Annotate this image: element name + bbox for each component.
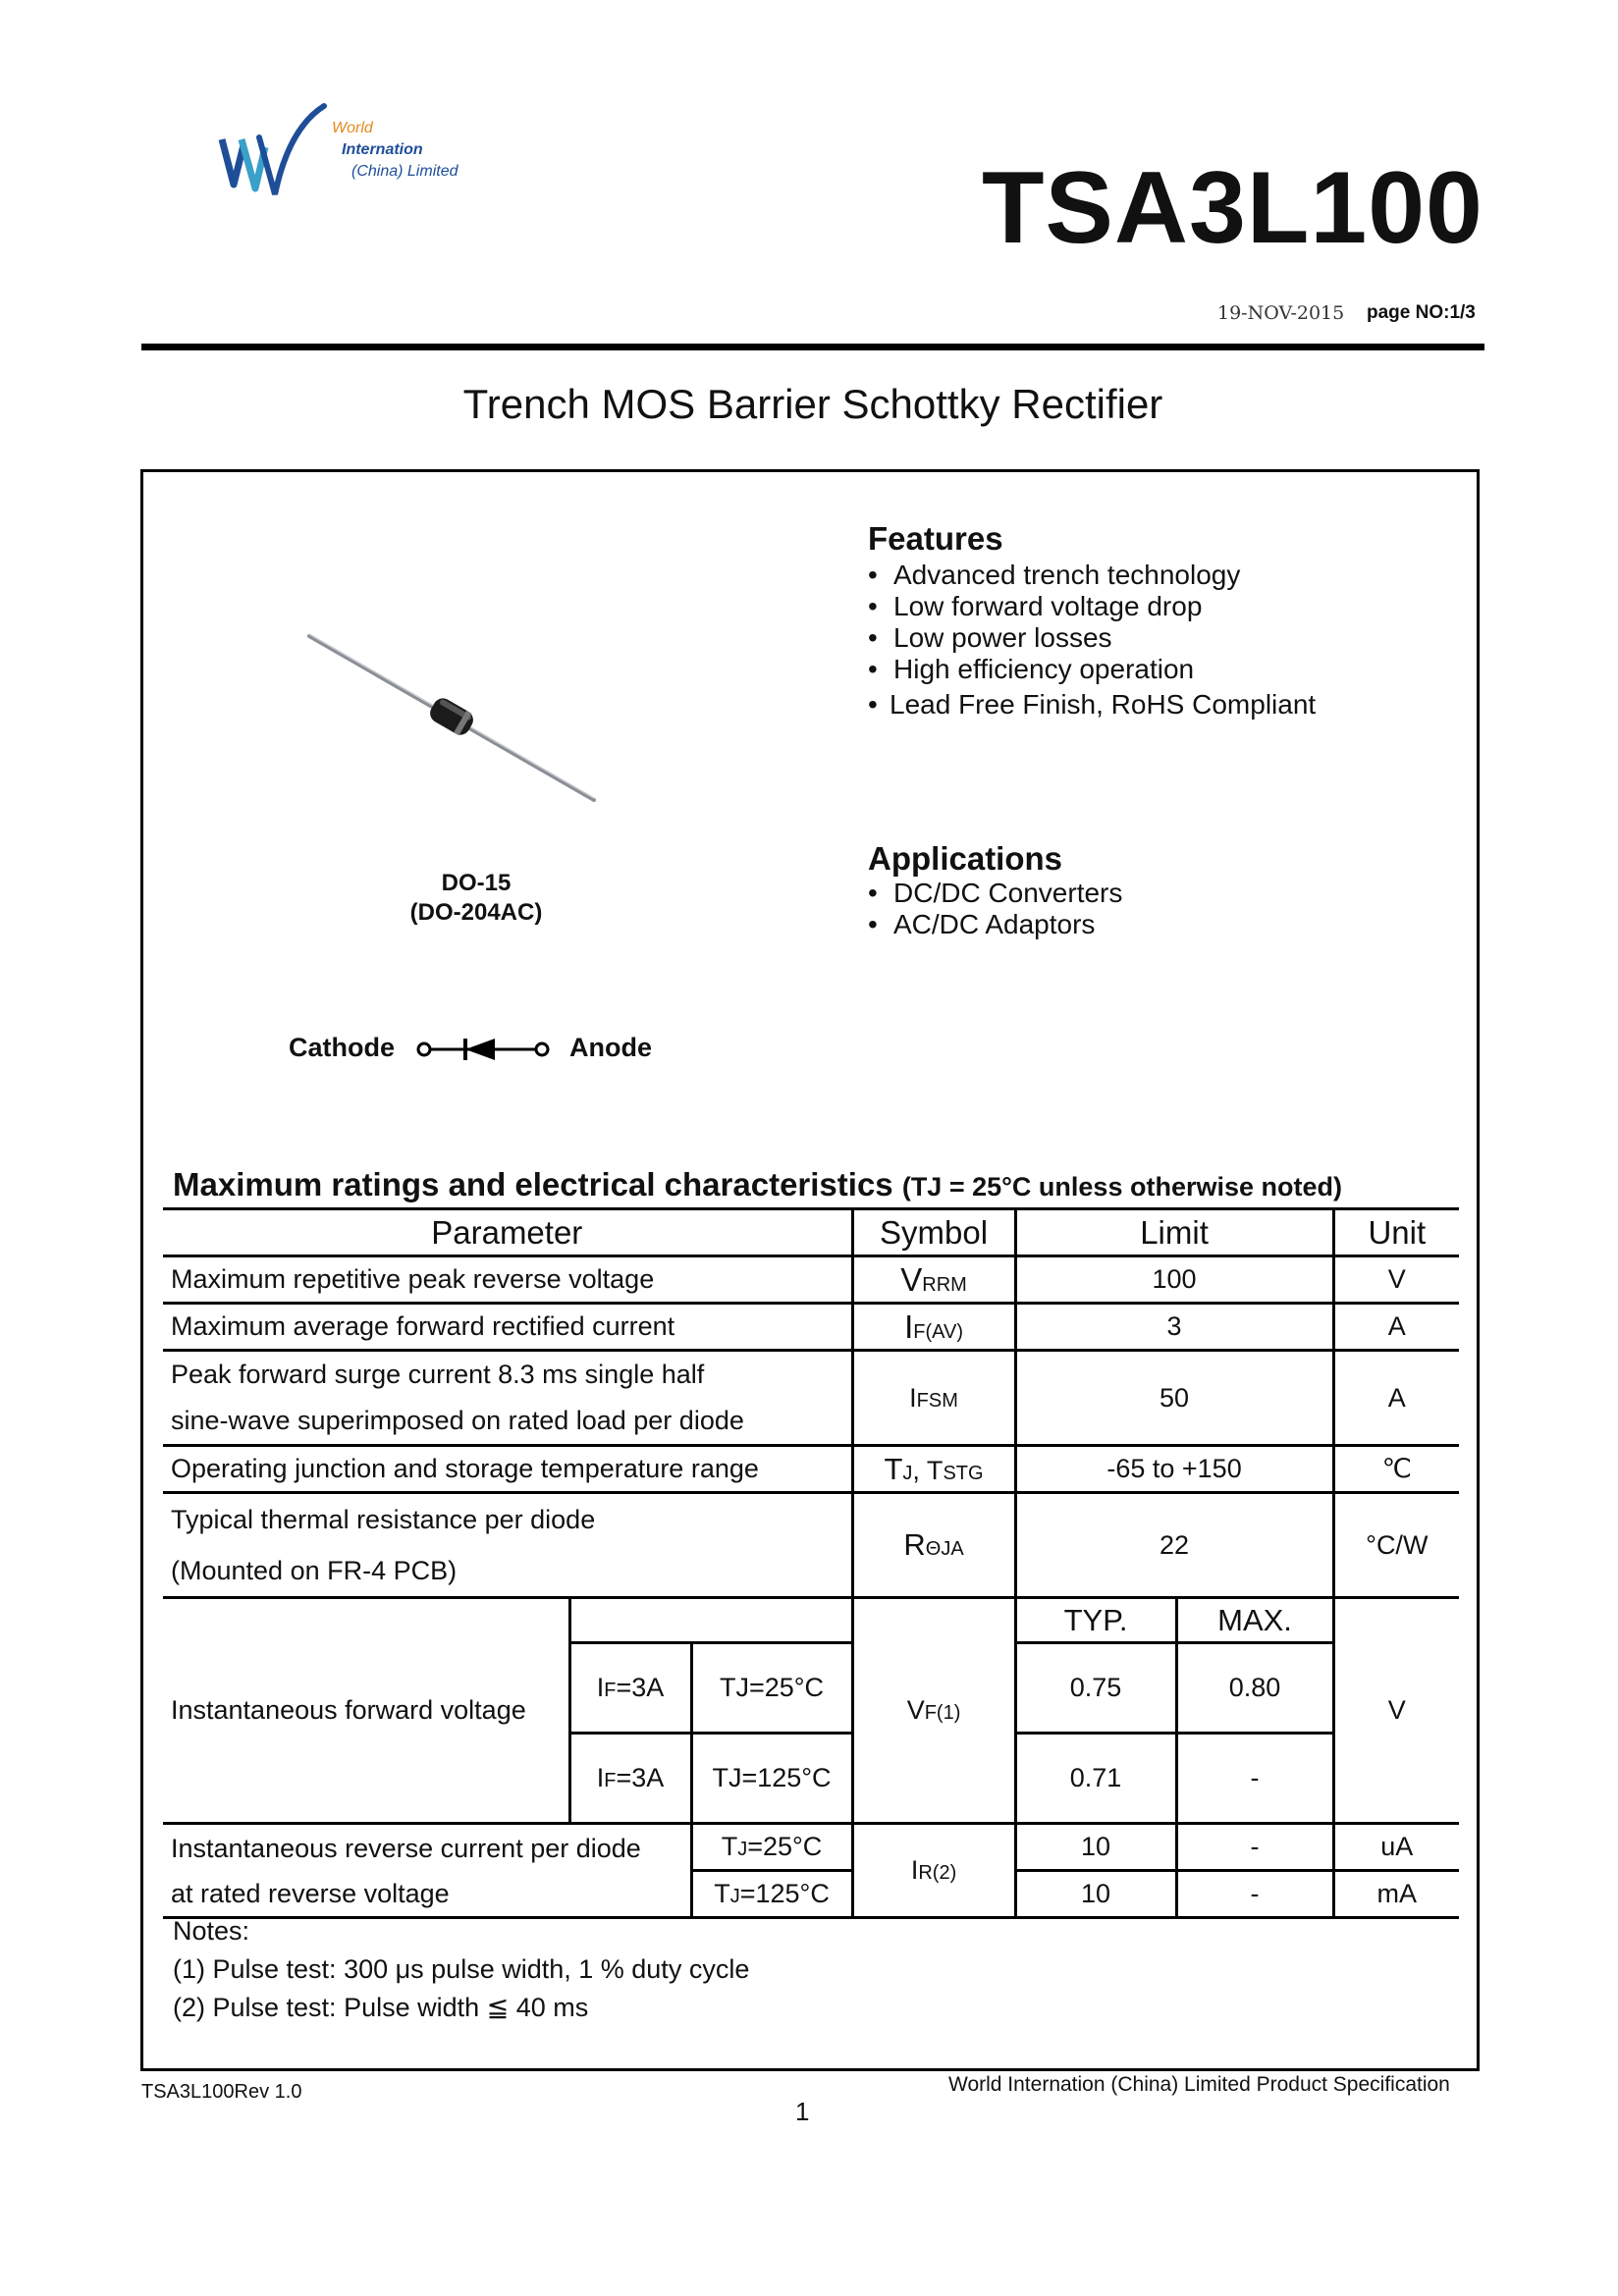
ratings-heading-condition: (TJ = 25°C unless otherwise noted) bbox=[901, 1172, 1342, 1201]
forward-temp-cond1: TJ=25°C bbox=[691, 1643, 852, 1734]
symbol-temperature: TJ, TSTG bbox=[852, 1446, 1015, 1493]
logo-text-internation: Internation bbox=[342, 141, 423, 158]
page-number-label: page NO:1/3 bbox=[1367, 302, 1476, 323]
symbol-ifsm: IFSM bbox=[852, 1351, 1015, 1446]
applications-heading: Applications bbox=[868, 840, 1063, 877]
list-item: • Advanced trench technology bbox=[868, 560, 1241, 590]
diode-symbol-icon bbox=[414, 1037, 552, 1062]
unit-ifav: A bbox=[1333, 1304, 1459, 1351]
forward-voltage-condition-header bbox=[569, 1598, 852, 1643]
vf-typ-cond2: 0.71 bbox=[1015, 1734, 1176, 1824]
ir-max-cond1: - bbox=[1176, 1824, 1333, 1871]
note-item: (1) Pulse test: 300 μs pulse width, 1 % duty cycle bbox=[173, 1954, 750, 1984]
symbol-reverse-current: IR(2) bbox=[852, 1824, 1015, 1918]
ir-max-cond2: - bbox=[1176, 1871, 1333, 1918]
param-temperature: Operating junction and storage temperature range bbox=[163, 1446, 852, 1493]
table-row bbox=[163, 1446, 1459, 1493]
notes-heading: Notes: bbox=[173, 1916, 250, 1946]
unit-ifsm: A bbox=[1333, 1351, 1459, 1446]
col-header-limit: Limit bbox=[1015, 1209, 1333, 1256]
ir-unit-cond2: mA bbox=[1333, 1871, 1459, 1918]
company-logo bbox=[214, 98, 479, 206]
ratings-table-heading bbox=[173, 1166, 1342, 1203]
forward-current-cond2: IF=3A bbox=[569, 1734, 691, 1824]
diode-symbol-row bbox=[285, 1033, 697, 1066]
forward-current-cond1: IF=3A bbox=[569, 1643, 691, 1734]
param-ifsm: Peak forward surge current 8.3 ms single half sine-wave superimposed on rated load per diode bbox=[163, 1351, 852, 1446]
typ-header: TYP. bbox=[1015, 1598, 1176, 1643]
cathode-label: Cathode bbox=[289, 1033, 395, 1062]
table-row bbox=[163, 1493, 1459, 1598]
anode-label: Anode bbox=[569, 1033, 652, 1062]
reverse-temp-cond2: TJ=125°C bbox=[691, 1871, 852, 1918]
footer-page-number: 1 bbox=[795, 2097, 810, 2126]
logo-text-limited: (China) Limited bbox=[351, 163, 458, 180]
reverse-temp-cond1: TJ=25°C bbox=[691, 1824, 852, 1871]
table-row bbox=[163, 1304, 1459, 1351]
list-item: • DC/DC Converters bbox=[868, 878, 1123, 908]
vf-max-cond1: 0.80 bbox=[1176, 1643, 1333, 1734]
unit-forward-voltage: V bbox=[1333, 1598, 1459, 1824]
limit-ifsm: 50 bbox=[1015, 1351, 1333, 1446]
max-header: MAX. bbox=[1176, 1598, 1333, 1643]
applications-list bbox=[868, 878, 1122, 940]
col-header-unit: Unit bbox=[1333, 1209, 1459, 1256]
col-header-symbol: Symbol bbox=[852, 1209, 1015, 1256]
unit-vrrm: V bbox=[1333, 1256, 1459, 1304]
ir-unit-cond1: uA bbox=[1333, 1824, 1459, 1871]
symbol-vrrm: VRRM bbox=[852, 1256, 1015, 1304]
footer-revision: TSA3L100Rev 1.0 bbox=[141, 2081, 302, 2103]
limit-vrrm: 100 bbox=[1015, 1256, 1333, 1304]
note-item: (2) Pulse test: Pulse width ≦ 40 ms bbox=[173, 1993, 589, 2022]
footer-company-spec: World Internation (China) Limited Product Specification bbox=[948, 2073, 1450, 2096]
vf-typ-cond1: 0.75 bbox=[1015, 1643, 1176, 1734]
param-vrrm: Maximum repetitive peak reverse voltage bbox=[163, 1256, 852, 1304]
unit-thermal-resistance: °C/W bbox=[1333, 1493, 1459, 1598]
logo-text-world: World bbox=[332, 120, 373, 136]
param-forward-voltage: Instantaneous forward voltage bbox=[163, 1598, 569, 1824]
notes-section bbox=[173, 1912, 749, 2027]
list-item: • Lead Free Finish, RoHS Compliant bbox=[868, 689, 1317, 720]
list-item: • Low power losses bbox=[868, 622, 1112, 653]
features-heading: Features bbox=[868, 520, 1003, 557]
param-ifav: Maximum average forward rectified current bbox=[163, 1304, 852, 1351]
list-item: • High efficiency operation bbox=[868, 654, 1195, 684]
limit-temperature: -65 to +150 bbox=[1015, 1446, 1333, 1493]
list-item: • AC/DC Adaptors bbox=[868, 909, 1096, 939]
symbol-ifav: IF(AV) bbox=[852, 1304, 1015, 1351]
table-row bbox=[163, 1824, 1459, 1871]
header-divider bbox=[141, 344, 1484, 350]
ir-typ-cond2: 10 bbox=[1015, 1871, 1176, 1918]
symbol-thermal-resistance: RΘJA bbox=[852, 1493, 1015, 1598]
col-header-parameter: Parameter bbox=[163, 1209, 852, 1256]
table-row bbox=[163, 1256, 1459, 1304]
part-number: TSA3L100 bbox=[982, 151, 1483, 265]
list-item: • Low forward voltage drop bbox=[868, 591, 1203, 621]
unit-temperature: ℃ bbox=[1333, 1446, 1459, 1493]
document-title: Trench MOS Barrier Schottky Rectifier bbox=[462, 381, 1163, 427]
vf-max-cond2: - bbox=[1176, 1734, 1333, 1824]
limit-thermal-resistance: 22 bbox=[1015, 1493, 1333, 1598]
document-date: 19-NOV-2015 bbox=[1217, 302, 1345, 324]
ratings-table bbox=[163, 1207, 1459, 1919]
diode-package-image bbox=[295, 618, 609, 815]
package-name: DO-15 bbox=[441, 870, 512, 896]
package-alt-name: (DO-204AC) bbox=[409, 899, 543, 926]
logo-mark-icon bbox=[214, 98, 332, 206]
forward-temp-cond2: TJ=125°C bbox=[691, 1734, 852, 1824]
ratings-heading-text: Maximum ratings and electrical characteristics bbox=[173, 1166, 893, 1202]
limit-ifav: 3 bbox=[1015, 1304, 1333, 1351]
table-row bbox=[163, 1351, 1459, 1446]
table-row bbox=[163, 1598, 1459, 1643]
features-list bbox=[868, 560, 1316, 721]
symbol-forward-voltage: VF(1) bbox=[852, 1598, 1015, 1824]
param-reverse-current: Instantaneous reverse current per diode at rated reverse voltage bbox=[163, 1824, 691, 1918]
ir-typ-cond1: 10 bbox=[1015, 1824, 1176, 1871]
param-thermal-resistance: Typical thermal resistance per diode (Mounted on FR-4 PCB) bbox=[163, 1493, 852, 1598]
table-header-row bbox=[163, 1209, 1459, 1256]
